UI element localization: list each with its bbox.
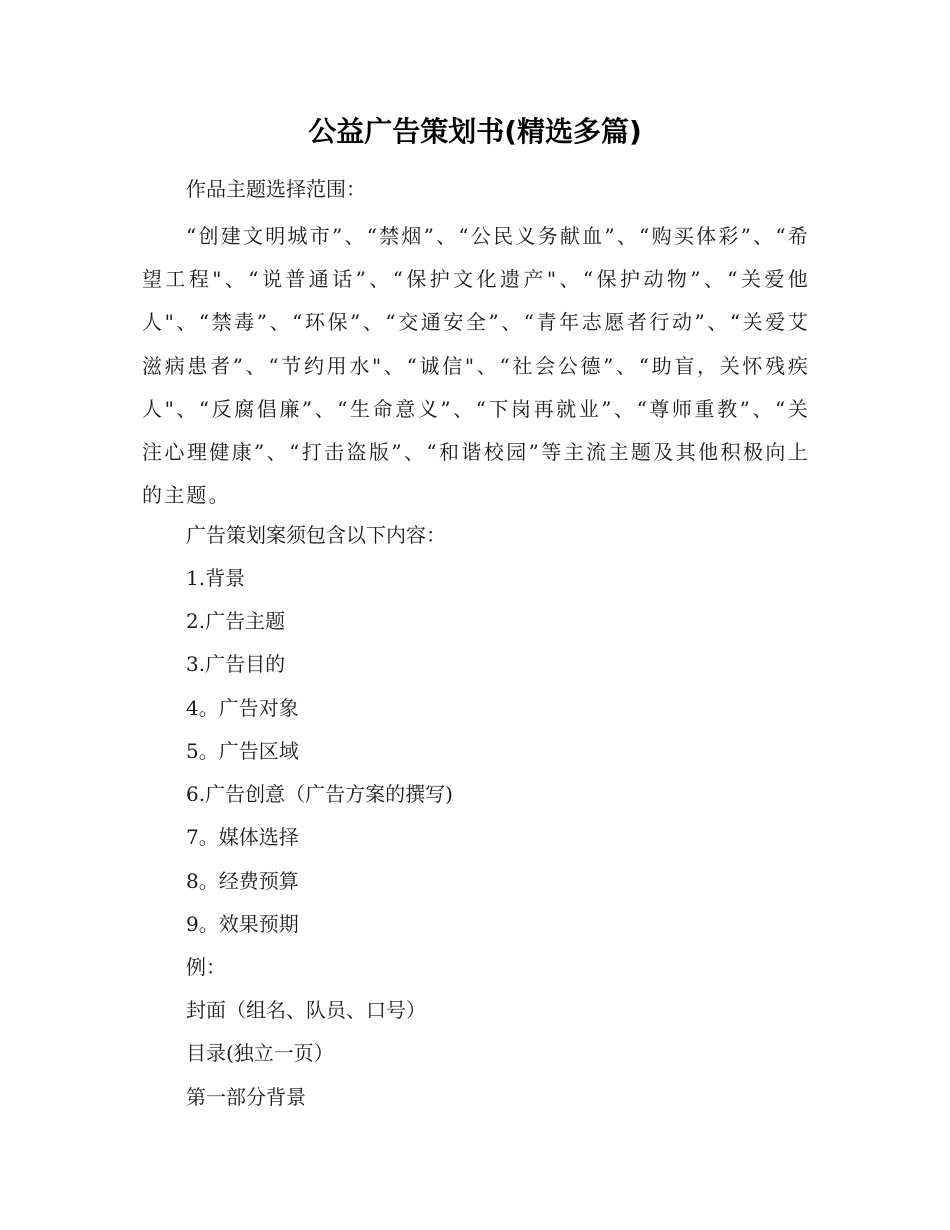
example-label: 例： [186,955,226,979]
part-one-heading: 第一部分背景 [186,1085,306,1109]
intro-label: 作品主题选择范围： [186,177,366,201]
toc-line: 目录(独立一页） [186,1041,334,1065]
list-item: 6.广告创意（广告方案的撰写) [186,782,453,806]
document-title: 公益广告策划书(精选多篇) [308,115,642,148]
contents-label: 广告策划案须包含以下内容： [186,523,446,547]
list-item: 7。媒体选择 [186,825,299,849]
list-item: 2.广告主题 [186,609,286,633]
themes-paragraph: “创建文明城市”、“禁烟”、“公民义务献血”、“购买体彩”、“希望工程"、“说普通话”、“保护文化遗产"、“保护动物”、“关爱他人"、“禁毒”、“环保”、“交通安全”、“青年志愿者行动”、“关爱艾滋病患者”、“节约用水"、“诚信"、“社会公德”、“助盲，关怀残疾人"、“反腐倡廉”、“生命意义”、“下岗再就业”、“尊师重教”、“关注心理健康”、“打击盗版”、“和谐校园”等主流主题及其他积极向上的主题。 [142,224,810,508]
list-item: 1.背景 [186,566,246,590]
list-item: 5。广告区域 [186,739,299,763]
cover-line: 封面（组名、队员、口号） [186,998,426,1022]
list-item: 3.广告目的 [186,652,286,676]
list-item: 9。效果预期 [186,912,299,936]
list-item: 4。广告对象 [186,696,299,720]
list-item: 8。经费预算 [186,869,299,893]
